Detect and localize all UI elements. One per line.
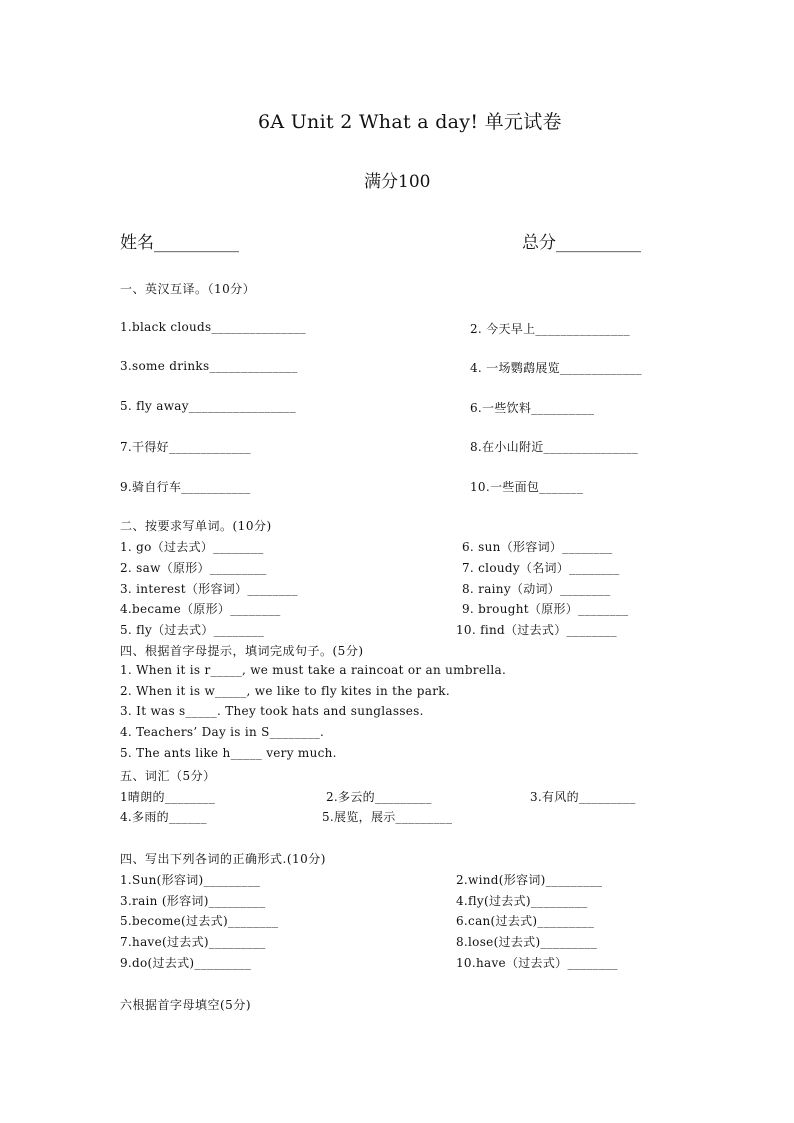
section-3-heading: 四、根据首字母提示，填词完成句子。(5分) xyxy=(120,644,364,658)
section-4-heading: 五、词汇（5分） xyxy=(120,769,216,783)
section-1-heading: 一、英汉互译。（10分） xyxy=(120,282,256,296)
question-item: 4.became（原形）________ xyxy=(120,602,281,616)
total-score-field: 总分__________ xyxy=(522,233,641,253)
sentence-item: 4. Teachers’ Day is in S________. xyxy=(120,725,325,739)
question-item: 1.Sun(形容词)_________ xyxy=(120,873,261,887)
name-field: 姓名__________ xyxy=(120,233,239,253)
sentence-item: 3. It was s_____. They took hats and sunglasses. xyxy=(120,704,424,718)
question-item: 8.lose(过去式)_________ xyxy=(456,935,598,949)
sentence-item: 2. When it is w_____, we like to fly kites in the park. xyxy=(120,684,450,698)
vocab-item: 1晴朗的________ xyxy=(120,790,216,804)
section-2-heading: 二、按要求写单词。(10分) xyxy=(120,519,272,533)
question-item: 3. interest（形容词）________ xyxy=(120,582,298,596)
question-item: 6.can(过去式)_________ xyxy=(456,914,595,928)
question-item: 2. saw（原形）_________ xyxy=(120,561,267,575)
full-marks: 满分100 xyxy=(364,172,431,192)
question-item: 1.black clouds_______________ xyxy=(120,320,306,334)
question-item: 7. cloudy（名词）________ xyxy=(462,561,620,575)
question-item: 2.wind(形容词)_________ xyxy=(456,873,603,887)
vocab-item: 2.多云的_________ xyxy=(326,790,432,804)
question-item: 5. fly（过去式）________ xyxy=(120,623,265,637)
question-item: 9.do(过去式)_________ xyxy=(120,956,252,970)
question-item: 5.become(过去式)________ xyxy=(120,914,279,928)
question-item: 4.fly(过去式)_________ xyxy=(456,894,588,908)
question-item: 7.干得好_____________ xyxy=(120,440,251,454)
question-item: 7.have(过去式)_________ xyxy=(120,935,266,949)
question-item: 4. 一场鹦鹉展览_____________ xyxy=(470,361,642,375)
question-item: 10. find（过去式）________ xyxy=(456,623,617,637)
question-item: 3.rain (形容词)_________ xyxy=(120,894,266,908)
question-item: 9.骑自行车___________ xyxy=(120,480,251,494)
page-title: 6A Unit 2 What a day! 单元试卷 xyxy=(258,111,562,133)
sentence-item: 5. The ants like h_____ very much. xyxy=(120,746,337,760)
question-item: 10.have（过去式）________ xyxy=(456,956,618,970)
question-item: 1. go（过去式）________ xyxy=(120,540,264,554)
question-item: 5. fly away_________________ xyxy=(120,399,296,413)
sentence-item: 1. When it is r_____, we must take a raincoat or an umbrella. xyxy=(120,663,507,677)
question-item: 2. 今天早上_______________ xyxy=(470,322,630,336)
question-item: 6. sun（形容词）________ xyxy=(462,540,613,554)
vocab-item: 4.多雨的______ xyxy=(120,810,207,824)
question-item: 8.在小山附近_______________ xyxy=(470,440,639,454)
section-6-heading: 六根据首字母填空(5分) xyxy=(120,998,251,1012)
question-item: 8. rainy（动词）________ xyxy=(462,582,611,596)
question-item: 9. brought（原形）________ xyxy=(462,602,629,616)
question-item: 3.some drinks______________ xyxy=(120,359,298,373)
section-5-heading: 四、写出下列各词的正确形式.(10分) xyxy=(120,852,326,866)
vocab-item: 3.有风的_________ xyxy=(530,790,636,804)
vocab-item: 5.展览，展示_________ xyxy=(322,810,453,824)
question-item: 10.一些面包_______ xyxy=(470,480,584,494)
question-item: 6.一些饮料__________ xyxy=(470,401,595,415)
